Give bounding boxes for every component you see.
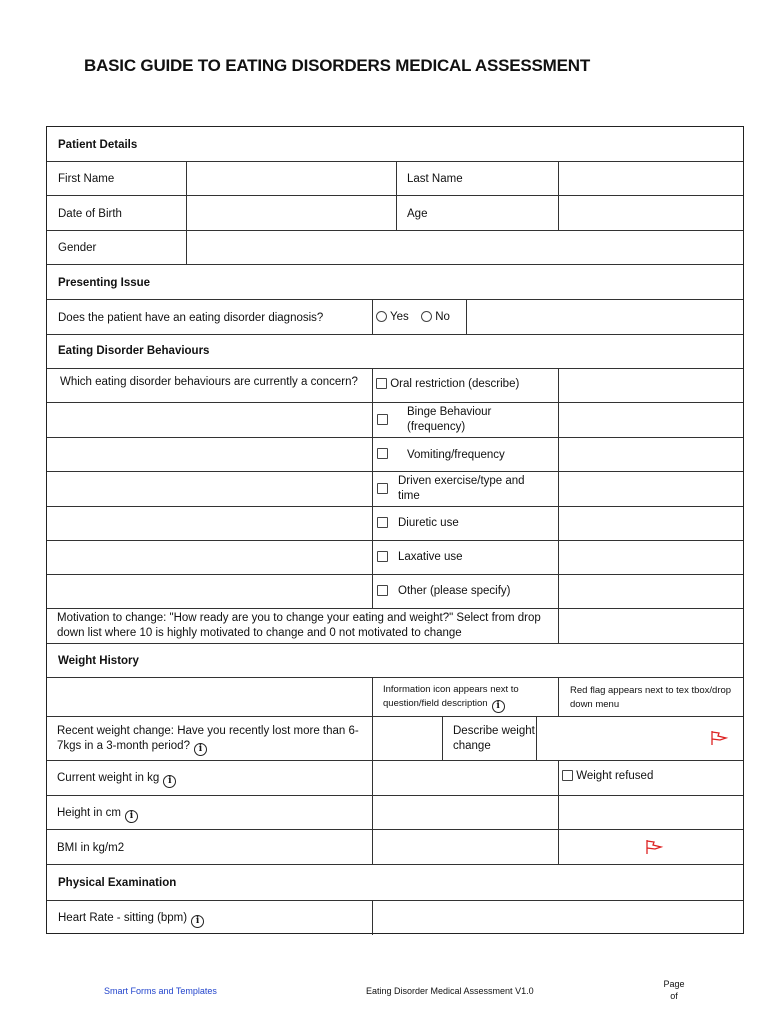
current-weight-row — [47, 761, 743, 796]
behaviour-checkbox-row[interactable] — [376, 377, 519, 392]
behaviours-question: Which eating disorder behaviours are currently a concern? — [60, 376, 358, 388]
legend-row — [47, 678, 743, 717]
page-title: BASIC GUIDE TO EATING DISORDERS MEDICAL ASSESSMENT — [84, 56, 591, 75]
behaviour-input[interactable] — [558, 438, 743, 471]
red-flag-icon — [645, 839, 665, 858]
behaviour-row — [47, 541, 743, 575]
height-label — [57, 806, 138, 823]
age-label: Age — [407, 208, 428, 220]
behaviour-input[interactable] — [558, 507, 743, 540]
behaviour-input[interactable] — [558, 541, 743, 574]
behaviour-option — [372, 369, 558, 402]
height-extra — [558, 796, 743, 829]
info-icon[interactable]: i — [194, 743, 207, 756]
heart-rate-input[interactable] — [372, 901, 743, 935]
behaviour-row — [47, 507, 743, 541]
checkbox-icon[interactable] — [377, 483, 388, 494]
behaviour-label: Vomiting/frequency — [407, 449, 505, 461]
behaviour-option — [372, 575, 558, 608]
checkbox-icon[interactable] — [377, 551, 388, 562]
gender-row — [47, 231, 743, 265]
behaviour-option — [372, 403, 558, 437]
checkbox-icon[interactable] — [377, 517, 388, 528]
behaviour-label: Oral restriction (describe) — [390, 378, 520, 390]
footer-doc-title: Eating Disorder Medical Assessment V1.0 — [366, 986, 534, 996]
checkbox-icon[interactable] — [377, 414, 388, 425]
behaviour-input[interactable] — [558, 369, 743, 402]
checkbox-icon[interactable] — [562, 770, 573, 781]
section-header: Patient Details — [58, 139, 138, 151]
dob-input[interactable] — [186, 196, 396, 230]
section-physical-exam — [47, 865, 743, 901]
info-icon[interactable]: i — [125, 810, 138, 823]
behaviour-option — [372, 438, 558, 471]
radio-icon[interactable] — [421, 311, 432, 322]
diagnosis-row — [47, 300, 743, 335]
section-patient-details — [47, 127, 743, 162]
behaviour-input[interactable] — [558, 575, 743, 608]
height-row — [47, 796, 743, 830]
first-name-label: First Name — [58, 173, 115, 185]
motivation-question: Motivation to change: "How ready are you to change your eating and weight?" Select from drop down list where 10 is highly motivated to change and 0 not motivated to change — [57, 612, 541, 639]
red-flag-icon — [710, 730, 730, 749]
assessment-form — [46, 126, 744, 934]
age-label-cell — [396, 196, 558, 230]
bmi-input[interactable] — [372, 830, 558, 864]
last-name-input[interactable] — [558, 162, 743, 195]
describe-label-cell — [442, 717, 536, 760]
flag-note: Red flag appears next to tex tbox/drop down menu — [570, 685, 732, 710]
current-weight-label — [57, 771, 176, 788]
heart-rate-text: Heart Rate - sitting (bpm) — [58, 912, 188, 924]
height-text: Height in cm — [57, 807, 121, 819]
age-input[interactable] — [558, 196, 743, 230]
info-icon[interactable]: i — [163, 775, 176, 788]
describe-label: Describe weight change — [453, 725, 535, 752]
footer-link[interactable]: Smart Forms and Templates — [104, 986, 217, 996]
behaviour-label: Laxative use — [398, 551, 463, 563]
section-header: Physical Examination — [58, 877, 177, 889]
behaviour-label: Diuretic use — [398, 517, 459, 529]
describe-input[interactable] — [536, 717, 743, 760]
section-behaviours — [47, 335, 743, 369]
current-weight-input[interactable] — [372, 761, 558, 795]
info-note-text: Information icon appears next to question/field description — [383, 684, 519, 709]
recent-change-input[interactable] — [372, 717, 442, 760]
diagnosis-question: Does the patient have an eating disorder diagnosis? — [58, 312, 324, 324]
behaviour-option — [372, 541, 558, 574]
yes-label: Yes — [390, 311, 409, 323]
recent-change-row — [47, 717, 743, 761]
no-option[interactable] — [421, 310, 450, 325]
behaviour-label: Binge Behaviour (frequency) — [407, 406, 492, 433]
behaviour-label: Other (please specify) — [398, 585, 511, 597]
behaviour-row — [47, 438, 743, 472]
info-note — [383, 683, 548, 713]
yes-option[interactable] — [376, 310, 409, 325]
weight-refused-label: Weight refused — [576, 770, 654, 782]
bmi-row — [47, 830, 743, 865]
section-weight-history — [47, 644, 743, 678]
heart-rate-row — [47, 901, 743, 935]
behaviour-row — [47, 575, 743, 609]
gender-label: Gender — [58, 242, 97, 254]
motivation-dropdown[interactable] — [558, 609, 743, 643]
behaviour-label: Driven exercise/type and time — [398, 475, 525, 502]
radio-icon[interactable] — [376, 311, 387, 322]
no-label: No — [435, 311, 450, 323]
behaviour-input[interactable] — [558, 472, 743, 506]
section-presenting-issue — [47, 265, 743, 300]
info-icon[interactable]: i — [492, 700, 505, 713]
recent-change-text: Recent weight change: Have you recently lost more than 6-7kgs in a 3-month period? — [57, 725, 359, 752]
info-icon[interactable]: i — [191, 915, 204, 928]
dob-row — [47, 196, 743, 231]
checkbox-icon[interactable] — [377, 448, 388, 459]
behaviour-row — [47, 472, 743, 507]
weight-refused-option[interactable] — [562, 769, 653, 784]
page-label: Page — [663, 979, 685, 989]
behaviour-option — [372, 472, 558, 506]
motivation-row — [47, 609, 743, 644]
heart-rate-label — [58, 911, 204, 928]
info-note-cell — [372, 678, 558, 716]
gender-input[interactable] — [186, 231, 743, 264]
behaviour-row — [47, 369, 743, 403]
of-label: of — [670, 991, 678, 1001]
recent-change-question — [57, 724, 367, 756]
height-input[interactable] — [372, 796, 558, 829]
page-indicator — [661, 979, 687, 1001]
checkbox-icon[interactable] — [377, 585, 388, 596]
diagnosis-input[interactable] — [466, 300, 743, 334]
first-name-input[interactable] — [186, 162, 396, 195]
behaviour-option — [372, 507, 558, 540]
bmi-flag-cell — [558, 830, 743, 864]
last-name-label: Last Name — [407, 173, 463, 185]
flag-note-cell — [558, 678, 743, 716]
last-name-label-cell — [396, 162, 558, 195]
name-row — [47, 162, 743, 196]
checkbox-icon[interactable] — [376, 378, 387, 389]
section-header: Presenting Issue — [58, 277, 151, 289]
weight-refused-cell — [558, 761, 743, 795]
section-header: Eating Disorder Behaviours — [58, 345, 210, 357]
section-header: Weight History — [58, 655, 139, 667]
behaviour-row — [47, 403, 743, 438]
current-weight-text: Current weight in kg — [57, 772, 160, 784]
diagnosis-options — [372, 300, 466, 334]
behaviour-input[interactable] — [558, 403, 743, 437]
dob-label: Date of Birth — [58, 208, 122, 220]
bmi-label: BMI in kg/m2 — [57, 842, 125, 854]
